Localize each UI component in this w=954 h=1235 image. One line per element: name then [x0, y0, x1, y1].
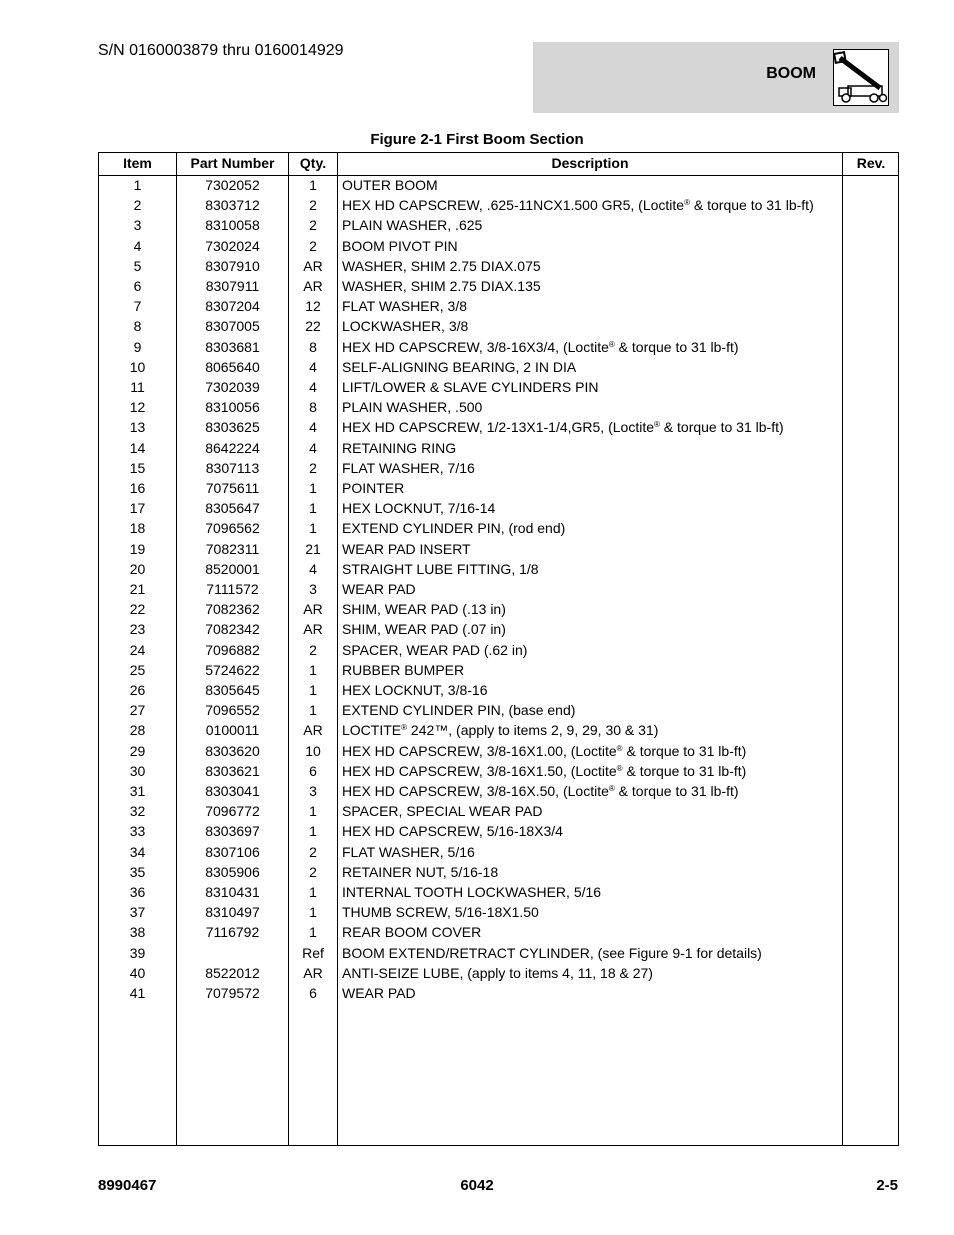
row-item-number: 35 — [129, 863, 146, 880]
row-quantity: 3 — [309, 581, 317, 597]
row-quantity: 1 — [309, 884, 317, 900]
row-quantity: 6 — [309, 985, 317, 1001]
description-text-tail: & torque to 31 lb-ft) — [614, 338, 739, 355]
row-description — [342, 541, 842, 557]
row-item-number: 28 — [129, 722, 146, 739]
description-text-tail: & torque to 31 lb-ft) — [614, 783, 739, 799]
description-text-tail: & torque to 31 lb-ft) — [690, 197, 814, 214]
row-item-number: 27 — [129, 702, 146, 719]
row-part-number: 8307106 — [205, 843, 260, 860]
row-item-number: 20 — [129, 560, 146, 577]
row-part-number: 7302052 — [205, 177, 260, 193]
description-text: FLAT WASHER, 7/16 — [342, 459, 475, 476]
row-part-number: 8303041 — [205, 783, 260, 799]
description-text: STRAIGHT LUBE FITTING, 1/8 — [342, 560, 539, 577]
description-text: RETAINING RING — [342, 439, 457, 456]
row-description — [342, 965, 842, 981]
description-text: HEX HD CAPSCREW, 5/16-18X3/4 — [342, 823, 563, 840]
row-part-number: 7096552 — [205, 702, 260, 719]
description-text: LOCKWASHER, 3/8 — [342, 318, 469, 335]
row-description — [342, 480, 842, 496]
boom-lift-icon — [833, 49, 889, 106]
row-item-number: 6 — [133, 278, 142, 294]
row-quantity: 2 — [309, 217, 317, 234]
row-part-number: 8307911 — [205, 278, 260, 294]
row-quantity: 4 — [309, 358, 317, 375]
row-quantity: 1 — [309, 682, 317, 698]
description-text: PLAIN WASHER, .500 — [342, 399, 483, 416]
row-quantity: 4 — [309, 419, 317, 436]
row-description — [342, 318, 842, 334]
description-text: ANTI-SEIZE LUBE, (apply to items 4, 11, 18 & 27) — [342, 964, 653, 981]
row-description — [342, 177, 842, 193]
description-text: RETAINER NUT, 5/16-18 — [342, 863, 499, 880]
row-part-number: 0100011 — [205, 722, 260, 739]
row-quantity: 6 — [309, 762, 317, 779]
row-item-number: 22 — [129, 601, 146, 618]
row-item-number: 5 — [133, 257, 142, 274]
description-text-tail: & torque to 31 lb-ft) — [622, 762, 747, 779]
row-item-number: 29 — [129, 742, 146, 759]
row-quantity: 8 — [309, 338, 317, 355]
row-part-number: 7302039 — [205, 379, 260, 395]
column-header-description: Description — [551, 155, 629, 171]
row-part-number: 8303625 — [205, 419, 260, 436]
page-number: 2-5 — [876, 1177, 898, 1194]
row-part-number: 7111572 — [206, 581, 259, 597]
row-description — [342, 803, 842, 819]
row-quantity: AR — [303, 257, 323, 274]
row-item-number: 24 — [129, 641, 146, 658]
row-part-number: 8305645 — [205, 682, 260, 698]
row-item-number: 11 — [130, 379, 145, 395]
row-description — [342, 743, 842, 759]
description-text: FLAT WASHER, 5/16 — [342, 843, 475, 860]
description-text: HEX HD CAPSCREW, 1/2-13X1-1/4,GR5, (Loctite — [342, 419, 654, 436]
row-item-number: 40 — [129, 964, 146, 981]
row-description — [342, 419, 842, 435]
row-description — [342, 197, 842, 213]
row-description — [342, 945, 842, 961]
row-part-number: 8520001 — [205, 560, 260, 577]
row-description — [342, 722, 842, 738]
row-description — [342, 581, 842, 597]
row-part-number: 8310056 — [205, 399, 260, 416]
row-item-number: 4 — [133, 237, 142, 254]
description-text: HEX HD CAPSCREW, 3/8-16X3/4, (Loctite — [342, 338, 609, 355]
row-item-number: 25 — [129, 661, 146, 678]
description-text: POINTER — [342, 480, 405, 496]
registered-mark: ® — [401, 723, 408, 733]
row-quantity: AR — [303, 621, 323, 638]
parts-table — [98, 152, 899, 1146]
row-quantity: 1 — [309, 177, 317, 193]
row-part-number: 7096772 — [205, 803, 260, 820]
row-item-number: 19 — [129, 540, 146, 557]
row-description — [342, 500, 842, 516]
description-text: HEX HD CAPSCREW, .625-11NCX1.500 GR5, (Loctite — [342, 197, 685, 214]
row-description — [342, 601, 842, 617]
description-text: WEAR PAD INSERT — [342, 540, 471, 557]
column-divider — [842, 153, 843, 1145]
row-description — [342, 844, 842, 860]
row-quantity: 1 — [309, 520, 317, 537]
row-item-number: 7 — [133, 298, 142, 315]
row-quantity: 1 — [309, 924, 317, 941]
row-item-number: 41 — [129, 985, 146, 1001]
row-part-number: 8310431 — [205, 884, 260, 900]
row-description — [342, 379, 842, 395]
column-header-item: Item — [123, 155, 152, 171]
registered-mark: ® — [608, 339, 615, 349]
row-quantity: 1 — [309, 803, 317, 820]
row-description — [342, 884, 842, 900]
row-part-number: 7075611 — [205, 480, 260, 496]
registered-mark: ® — [608, 784, 615, 793]
row-description — [342, 621, 842, 637]
row-quantity: 22 — [305, 318, 321, 335]
description-text: LIFT/LOWER & SLAVE CYLINDERS PIN — [342, 379, 599, 395]
row-item-number: 16 — [129, 480, 146, 496]
description-text: FLAT WASHER, 3/8 — [342, 298, 467, 315]
row-description — [342, 339, 842, 355]
description-text: SHIM, WEAR PAD (.13 in) — [342, 601, 506, 618]
row-part-number: 8303621 — [205, 762, 260, 779]
row-description — [342, 399, 842, 415]
row-quantity: 21 — [305, 540, 321, 557]
row-item-number: 17 — [129, 500, 146, 517]
row-item-number: 13 — [129, 419, 146, 436]
row-part-number: 8303620 — [205, 742, 260, 759]
description-text-tail: & torque to 31 lb-ft) — [622, 742, 747, 759]
description-text: HEX LOCKNUT, 3/8-16 — [342, 682, 488, 698]
row-item-number: 38 — [129, 924, 146, 941]
row-item-number: 30 — [129, 762, 146, 779]
row-item-number: 21 — [129, 581, 146, 597]
description-text: EXTEND CYLINDER PIN, (base end) — [342, 702, 576, 719]
row-quantity: 1 — [309, 500, 317, 517]
row-part-number: 8307113 — [205, 459, 260, 476]
description-text: BOOM EXTEND/RETRACT CYLINDER, (see Figure 9-1 for details) — [342, 944, 762, 961]
row-description — [342, 217, 842, 233]
document-number: 8990467 — [98, 1177, 157, 1194]
row-quantity: AR — [303, 278, 323, 294]
row-quantity: 2 — [309, 459, 317, 476]
row-item-number: 2 — [133, 197, 142, 214]
row-quantity: 2 — [309, 237, 317, 254]
row-quantity: 4 — [309, 439, 317, 456]
description-text: LOCTITE — [342, 722, 402, 739]
row-part-number: 7079572 — [205, 985, 260, 1001]
row-quantity: 12 — [305, 298, 321, 315]
description-text: SHIM, WEAR PAD (.07 in) — [342, 621, 506, 638]
row-description — [342, 460, 842, 476]
description-text: WASHER, SHIM 2.75 DIAX.075 — [342, 257, 541, 274]
row-part-number: 7096562 — [205, 520, 260, 537]
row-item-number: 37 — [129, 904, 146, 921]
row-description — [342, 682, 842, 698]
row-item-number: 1 — [133, 177, 142, 193]
row-item-number: 34 — [129, 843, 146, 860]
row-quantity: AR — [303, 601, 323, 618]
row-part-number: 5724622 — [205, 661, 260, 678]
row-description — [342, 823, 842, 839]
row-item-number: 39 — [129, 944, 146, 961]
figure-title: Figure 2-1 First Boom Section — [370, 131, 584, 148]
row-quantity: AR — [303, 964, 323, 981]
row-description — [342, 359, 842, 375]
row-item-number: 8 — [133, 318, 142, 335]
row-description — [342, 662, 842, 678]
description-text: SPACER, WEAR PAD (.62 in) — [342, 641, 528, 658]
row-item-number: 3 — [133, 217, 142, 234]
column-header-rev: Rev. — [856, 155, 886, 171]
row-part-number: 8303697 — [205, 823, 260, 840]
row-part-number: 7116792 — [205, 924, 260, 941]
column-header-qty: Qty. — [299, 155, 327, 171]
row-item-number: 14 — [129, 439, 146, 456]
row-part-number: 7082311 — [205, 540, 260, 557]
row-description — [342, 561, 842, 577]
row-description — [342, 904, 842, 920]
row-item-number: 12 — [129, 399, 146, 416]
row-item-number: 32 — [129, 803, 146, 820]
row-part-number: 7082342 — [205, 621, 260, 638]
row-item-number: 23 — [129, 621, 146, 638]
row-description — [342, 440, 842, 456]
row-quantity: AR — [303, 722, 323, 739]
row-description — [342, 864, 842, 880]
description-text: THUMB SCREW, 5/16-18X1.50 — [342, 904, 539, 921]
row-part-number: 8310497 — [205, 904, 260, 921]
description-text: WEAR PAD — [342, 985, 416, 1001]
row-quantity: 2 — [309, 641, 317, 658]
row-description — [342, 642, 842, 658]
description-text: EXTEND CYLINDER PIN, (rod end) — [342, 520, 566, 537]
model-number: 6042 — [460, 1177, 494, 1194]
row-quantity: 10 — [305, 742, 321, 759]
description-text: HEX HD CAPSCREW, 3/8-16X1.50, (Loctite — [342, 762, 617, 779]
row-item-number: 10 — [129, 358, 146, 375]
row-part-number: 8303712 — [205, 197, 260, 214]
description-text-tail: & torque to 31 lb-ft) — [659, 419, 784, 436]
description-text: SELF-ALIGNING BEARING, 2 IN DIA — [342, 358, 577, 375]
row-item-number: 26 — [129, 682, 146, 698]
row-part-number: 8303681 — [205, 338, 260, 355]
row-item-number: 33 — [129, 823, 146, 840]
row-quantity: 1 — [309, 823, 317, 840]
row-quantity: 1 — [309, 904, 317, 921]
row-part-number: 7082362 — [205, 601, 260, 618]
row-description — [342, 258, 842, 274]
row-quantity: 4 — [309, 560, 317, 577]
description-text: RUBBER BUMPER — [342, 661, 465, 678]
row-item-number: 36 — [129, 884, 146, 900]
row-quantity: Ref — [302, 944, 324, 961]
row-item-number: 18 — [129, 520, 146, 537]
row-quantity: 2 — [309, 843, 317, 860]
row-description — [342, 763, 842, 779]
row-description — [342, 702, 842, 718]
row-part-number: 8305647 — [205, 500, 260, 517]
description-text: WEAR PAD — [342, 581, 416, 597]
row-part-number: 7302024 — [205, 237, 260, 254]
row-quantity: 4 — [309, 379, 317, 395]
row-item-number: 31 — [129, 783, 146, 799]
row-part-number: 8307910 — [205, 257, 260, 274]
column-header-part-number: Part Number — [190, 155, 275, 171]
row-part-number: 7096882 — [205, 641, 260, 658]
row-description — [342, 298, 842, 314]
row-description — [342, 278, 842, 294]
row-quantity: 8 — [309, 399, 317, 416]
section-tab — [533, 42, 899, 113]
row-item-number: 9 — [133, 338, 142, 355]
row-item-number: 15 — [129, 459, 146, 476]
serial-range: S/N 0160003879 thru 0160014929 — [98, 42, 344, 59]
row-part-number: 8065640 — [205, 358, 260, 375]
description-text: SPACER, SPECIAL WEAR PAD — [342, 803, 543, 820]
registered-mark: ® — [654, 420, 660, 430]
row-quantity: 1 — [309, 661, 317, 678]
description-text: HEX LOCKNUT, 7/16-14 — [342, 500, 496, 517]
description-text: WASHER, SHIM 2.75 DIAX.135 — [342, 278, 541, 294]
row-part-number: 8307005 — [205, 318, 260, 335]
row-description — [342, 985, 842, 1001]
row-description — [342, 783, 842, 799]
description-text: INTERNAL TOOTH LOCKWASHER, 5/16 — [342, 884, 602, 900]
row-part-number: 8307204 — [205, 298, 260, 315]
row-part-number: 8522012 — [205, 964, 260, 981]
registered-mark: ® — [684, 198, 690, 208]
description-text-tail: 242™, (apply to items 2, 9, 29, 30 & 31) — [407, 722, 659, 739]
row-part-number: 8642224 — [205, 439, 260, 456]
row-description — [342, 924, 842, 940]
description-text: PLAIN WASHER, .625 — [342, 217, 483, 234]
row-description — [342, 520, 842, 536]
row-quantity: 2 — [309, 863, 317, 880]
row-description — [342, 238, 842, 254]
row-part-number: 8310058 — [205, 217, 260, 234]
row-quantity: 1 — [309, 702, 317, 719]
description-text: HEX HD CAPSCREW, 3/8-16X.50, (Loctite — [342, 783, 609, 799]
registered-mark: ® — [616, 763, 623, 773]
row-part-number: 8305906 — [205, 863, 260, 880]
description-text: OUTER BOOM — [342, 177, 438, 193]
column-divider — [337, 153, 338, 1145]
row-quantity: 3 — [309, 783, 317, 799]
description-text: HEX HD CAPSCREW, 3/8-16X1.00, (Loctite — [342, 742, 617, 759]
section-title: BOOM — [766, 65, 816, 82]
registered-mark: ® — [616, 743, 623, 753]
description-text: BOOM PIVOT PIN — [342, 237, 458, 254]
row-quantity: 2 — [309, 197, 317, 214]
header-divider — [99, 175, 898, 176]
description-text: REAR BOOM COVER — [342, 924, 482, 941]
row-quantity: 1 — [309, 480, 317, 496]
